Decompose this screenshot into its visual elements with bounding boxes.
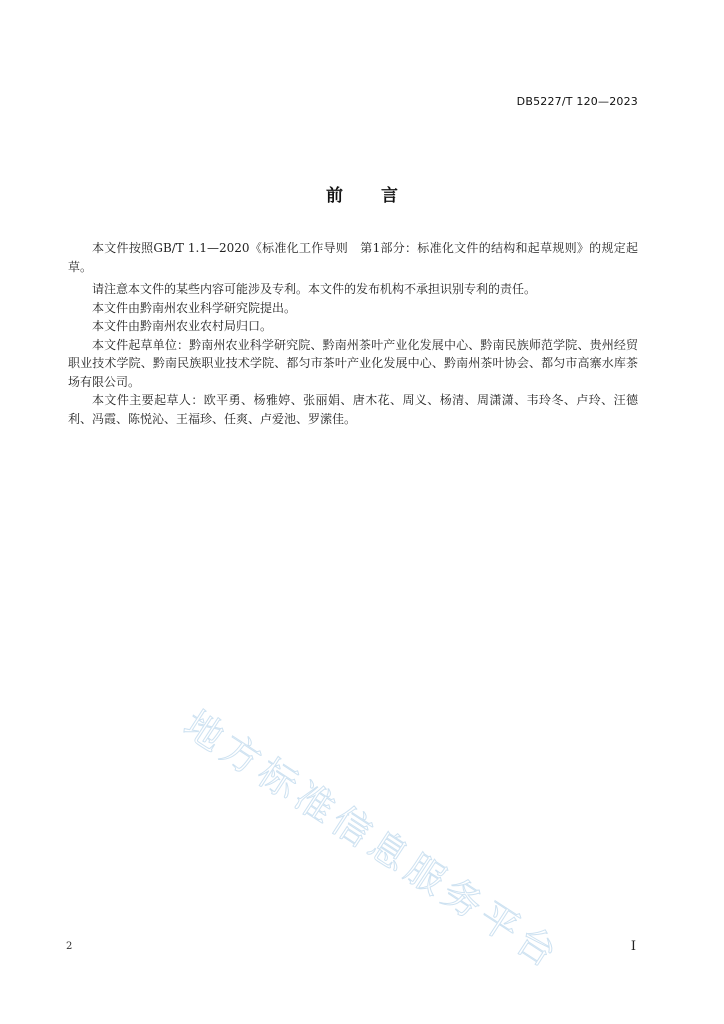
paragraph-drafting-rules: 本文件按照GB/T 1.1—2020《标准化工作导则 第1部分：标准化文件的结构和起草规则》的规定起草。	[68, 241, 638, 274]
title-char-1: 前	[326, 186, 343, 206]
page-number-left: 2	[66, 941, 73, 952]
paragraph-patent-notice: 请注意本文件的某些内容可能涉及专利。本文件的发布机构不承担识别专利的责任。	[92, 282, 537, 296]
page-number-right: I	[630, 939, 636, 954]
page-title	[0, 181, 724, 206]
paragraph-administrator: 本文件由黔南州农业农村局归口。	[92, 319, 273, 333]
standard-number: DB5227/T 120—2023	[516, 95, 638, 108]
paragraph-proposer: 本文件由黔南州农业科学研究院提出。	[92, 300, 297, 315]
title-char-2: 言	[381, 186, 398, 206]
watermark: 地方标准信息服务平台	[176, 701, 570, 979]
paragraph-main-drafters: 本文件主要起草人：欧平勇、杨雅婷、张丽娟、唐木花、周义、杨清、周潇潇、韦玲冬、卢玲、汪德利、冯霞、陈悦沁、王福珍、任爽、卢爱池、罗潆佳。	[68, 393, 638, 426]
paragraph-drafting-units: 本文件起草单位：黔南州农业科学研究院、黔南州茶叶产业化发展中心、黔南民族师范学院、贵州经贸职业技术学院、黔南民族职业技术学院、都匀市茶叶产业化发展中心、黔南州茶叶协会、都匀市高寨水库茶场有限公司。	[68, 337, 638, 389]
foreword-body	[68, 239, 638, 428]
